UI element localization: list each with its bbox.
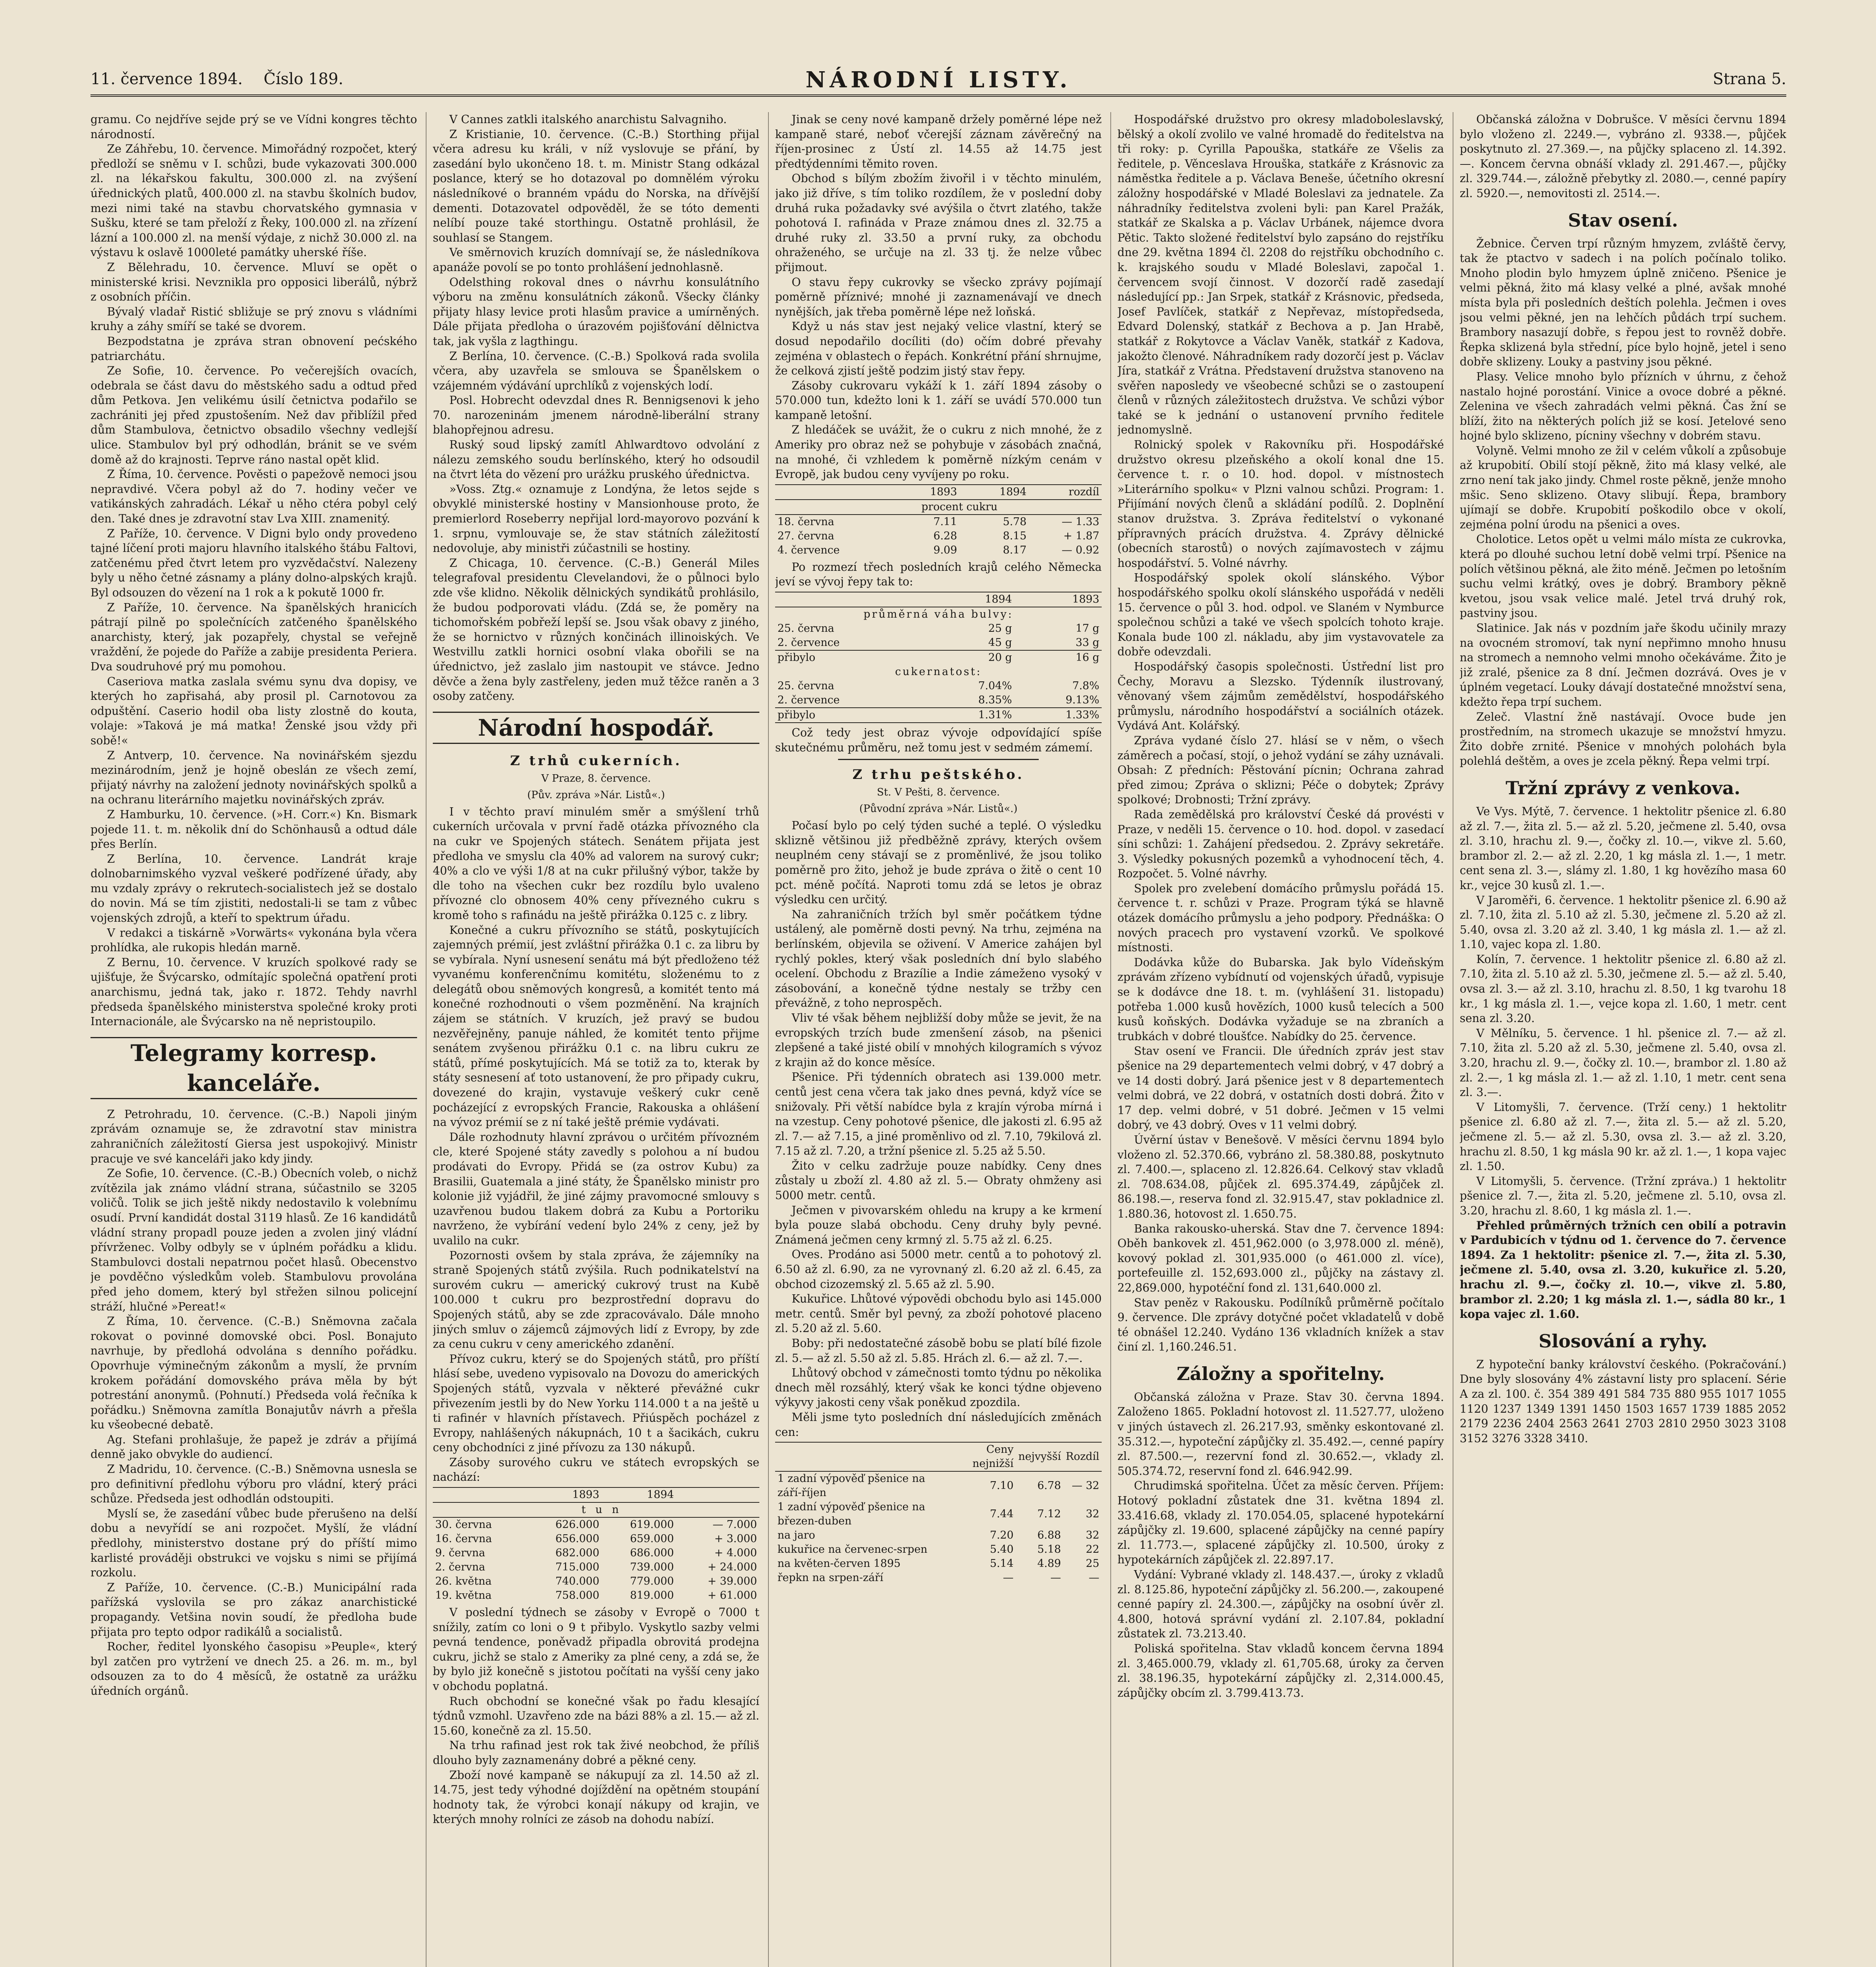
table-row <box>775 1471 1102 1500</box>
table-unit: t u n <box>527 1502 676 1517</box>
paragraph: Z hledáček se uvážit, že o cukru z nich mnohé, že z Ameriky pro obraz než se pohybuje v zásobách značná, na mnohé, či vzhledem k poměrně nízkým cenám v Evropě, jak budou ceny vyvíjeny po roku. <box>775 423 1102 481</box>
paragraph: Rocher, ředitel lyonského časopisu »Peuple«, který byl zatčen pro vytržení ve dnech 25. a 26. m. m., byl odsouzen za to do 4 měsíců, že ostatně za urážku úředních orgánů. <box>90 1640 417 1698</box>
sugar-table-body <box>433 1517 759 1603</box>
table-cell: 27. června <box>777 530 835 542</box>
table-header: 1894 <box>927 592 1014 607</box>
paragraph: Úvěrní ústav v Benešově. V měsíci červnu 1894 bylo vloženo zl. 52.370.66, vybráno zl. 58.380.88, poskytnuto zl. 7.400.—, splaceno zl. 12.826.64. Celkový stav vkladů zl. 708.634.08, půjček zl. 695.374.49, zápůjček zl. 86.198.—, reserva fond zl. 32.915.47, stav pokladnice zl. 1.880.36, hotovost zl. 1.650.75. <box>1117 1133 1444 1220</box>
table-cell: 33 g <box>1075 637 1099 649</box>
paragraph: Pozornosti ovšem by stala zpráva, že zájemníky na straně Spojených států zvýšila. Ruch podnikatelství na surovém cukru — americký cukrový trust na Kubě 100.000 t cukru pro bezprostřední dopravu do Spojených států, aby se zde zpracovávalo. Dále mnoho jiných smluv o zájemců zájmových lidí z Evropy, by zde za cenu cukru v ceny amerického zdanění. <box>433 1249 759 1351</box>
paragraph: Vliv té však během nejbližší doby může se jevit, že na evropských trzích bude zmenšení zásob, na pšenici zlepšené a také jisté obilí v mnohých kilogramích s vývoz z krajin až do konce měsíce. <box>775 1011 1102 1069</box>
table-cell: 1 zadní výpověď pšenice na březen-duben <box>777 1501 925 1528</box>
table-row <box>775 515 1102 529</box>
dateline: St. V Pešti, 8. července. <box>877 786 1000 799</box>
paragraph: Odelsthing rokoval dnes o návrhu konsulátního výboru na změnu konsulátních zákonů. Všecky články přijaty hlasy levice proti hlasům pravice a umírněných. Dále přijata předloha o úrazovém pojišťování dělnictva tak, jak vyšla z lagthingu. <box>433 275 759 348</box>
table-cell: 7.11 <box>933 515 957 528</box>
table-cell: 626.000 <box>555 1519 600 1531</box>
paragraph: Posl. Hobrecht odevzdal dnes R. Bennigsenovi k jeho 70. narozeninám jmenem národně-liberální strany blahopřejnou adresu. <box>433 394 759 437</box>
paragraph: V Litomyšli, 5. července. (Tržní zpráva.) 1 hektolitr pšenice zl. 7.—, žita zl. 5.20, ječmene zl. 5.10, ovsa zl. 3.20, hrachu zl. 8.60, 1 kg másla zl. 1.—. <box>1460 1174 1786 1217</box>
page-header <box>90 67 1786 97</box>
paragraph: Občanská záložna v Praze. Stav 30. června 1894. Založeno 1865. Pokladní hotovost zl. 11.527.77, uloženo v jiných ústavech zl. 26.217.93, směnky eskontované zl. 35.312.—, hypoteční zápůjčky zl. 35.492.—, cenné papíry zl. 87.500.—, rezervní fond zl. 30.652.—, vklady zl. 505.374.72, reservní fond zl. 646.942.99. <box>1117 1390 1444 1478</box>
table-header: 1894 <box>602 1487 676 1502</box>
column-1 <box>90 112 417 1967</box>
table-cell: 9.09 <box>933 544 957 556</box>
table-cell: 20 g <box>988 651 1012 664</box>
subheading-sugar-markets: Z trhů cukerních. <box>510 753 682 769</box>
paragraph: Z Chicaga, 10. července. (C.-B.) Generál Miles telegrafoval presidentu Clevelandovi, že o půlnoci bylo zde vše klidno. Několik dělnických syndikátů prohlásilo, že budou podporovati vládu. (Zdá se, že poměry na tichomořském pobřeží lepší se. Jsou však obavy z jiného, že se hornictvo v různých končinách illinoiských. Ve Westvillu zatkli hornici osobní vlaka obořili se na úřednictvo, jež zaslalo jim nastoupit ve stávce. Jedno děvče a žena byly zastřeleny, jeden muž těžce raněn a 3 osoby zatčeny. <box>433 556 759 703</box>
table-cell: na jaro <box>777 1529 815 1542</box>
column-3 <box>775 112 1102 1967</box>
issue-number: Číslo 189. <box>264 70 343 88</box>
table-header: 1893 <box>527 1487 602 1502</box>
paragraph: Z Říma, 10. července. Pověsti o papežově nemoci jsou nepravdivé. Včera pobyl až do 7. hodiny večer ve vatikánských zahradách. Lékař u něho ctéra pobyl celý den. Také dnes je zdravotní stav Lva XIII. znamenitý. <box>90 468 417 526</box>
table-header: 1893 <box>890 485 959 500</box>
table-cell: 656.000 <box>555 1533 600 1545</box>
sugar-percent-table <box>775 484 1102 557</box>
column-5 <box>1460 112 1786 1967</box>
paragraph: Z Kristianie, 10. července. (C.-B.) Storthing přijal včera adresu ku králi, v níž vyslovuje se přání, by zasedání bylo ukončeno 18. t. m. Ministr Stang odkázal poslance, který se ho dotazoval po domnělém výroku následníkové o branném vpádu do Norska, na dřívější dementi. Dotazovatel odpověděl, že se tóto dementi nelíbí pouze také storthingu. Ostatně prohlásil, že souhlasí se Stangem. <box>433 127 759 244</box>
section-heading-lotteries: Slosování a ryhy. <box>1538 1330 1708 1352</box>
table-cell: 7.10 <box>990 1480 1014 1492</box>
paragraph: Z Bělehradu, 10. července. Mluví se opět o ministerské krisi. Nevznikla pro opposici liberálů, nýbrž z osobních příčin. <box>90 260 417 304</box>
paragraph: Banka rakousko-uherská. Stav dne 7. července 1894: Oběh bankovek zl. 451,962.000 (o 3,978.000 zl. méně), kovový poklad zl. 301,935.000 (o 461.000 zl. více), portefeuille zl. 152,693.000 zl., půjčky na zástavy zl. 22,869.000, hypotéční fond zl. 131,640.000 zl. <box>1117 1222 1444 1294</box>
section-divider <box>838 759 1039 760</box>
paragraph: Žito v celku zadržuje pouze nabídky. Ceny dnes zůstaly u zboží zl. 4.80 až zl. 5.— Obraty ohmženy asi 5000 metr. centů. <box>775 1159 1102 1202</box>
table-cell: 5.18 <box>1037 1543 1061 1556</box>
table-cell: + 3.000 <box>714 1533 757 1545</box>
paragraph: Přehled průměrných tržních cen obilí a potravin v Pardubicích v týdnu od 1. července do 7. července 1894. Za 1 hektolitr: pšenice zl. 7.—, žita zl. 5.30, ječmene zl. 5.40, ovsa zl. 3.20, kukuřice zl. 5.20, hrachu zl. 9.—, čočky zl. 10.—, vikve zl. 5.80, brambor zl. 2.20; 1 kg másla zl. 1.—, sádla 80 kr., 1 kopa vajec zl. 1.60. <box>1460 1218 1786 1321</box>
subheading-pest-market: Z trhu peštského. <box>852 767 1025 783</box>
paragraph: Z Paříže, 10. července. (C.-B.) Municipální rada pařížská vyslovila se pro zákaz anarchistické propagandy. Vetšina novin soudí, že předloha bude přijata pro tepto odpor radikálů a socialistů. <box>90 1581 417 1639</box>
table-row <box>775 1543 1102 1557</box>
section-heading-savings: Záložny a spořitelny. <box>1176 1363 1385 1384</box>
paragraph: V Cannes zatkli italského anarchistu Salvagniho. <box>449 113 727 126</box>
paragraph: Jinak se ceny nové kampaně držely poměrné lépe než kampaně staré, neboť včerejší záznam závěrečný na říjen-prosinec z Ústí zl. 14.55 až 14.75 jest předtýdenními těmito roven. <box>775 113 1102 170</box>
table-cell: 7.20 <box>990 1529 1014 1542</box>
table-row <box>775 636 1102 650</box>
table-cell: 25 g <box>988 622 1012 635</box>
table-row <box>775 543 1102 557</box>
table-cell: 5.14 <box>990 1557 1014 1570</box>
table-cell: 30. června <box>435 1519 492 1531</box>
table-cell: 1.31% <box>978 709 1012 721</box>
paragraph: Dále rozhodnuty hlavní zprávou o určitém přívozném cle, které Spojené státy zavedly s polohou a ní budou prodávati do Evropy. Přidá se (za ostrov Kubu) za Brasilii, Guatemala a jiné státy, že Španělsko ministr pro kolonie již vyjádřil, že jiné zájmy pravomocné smlouvy s uzavřenou budou tlakem dobrá za Kubu a Portoriku navrženo, že vybírání vedení bylo 24% z ceny, jež by uvalilo na cukr. <box>433 1130 759 1247</box>
weight-table-body <box>775 622 1102 650</box>
table-header <box>433 1487 527 1502</box>
section-heading-economy: Národní hospodář. <box>433 712 759 744</box>
table-caption: procent cukru <box>890 500 1029 515</box>
paragraph: Což tedy jest obraz vývoje odpovídající spíše skutečnému průměru, než tomu jest v sedmém zámemí. <box>775 726 1102 754</box>
paragraph: Vydání: Vybrané vklady zl. 148.437.—, úroky z vkladů zl. 8.125.86, hypoteční zápůjčky zl. 56.200.—, zakoupené cenné papíry zl. 24.300.—, zápůjčky na osobní úvěr zl. 4.800, hotová správní vydání zl. 2.107.84, pokladní zůstatek zl. 73.213.40. <box>1117 1568 1444 1640</box>
table-cell: 7.04% <box>978 680 1012 692</box>
column-4 <box>1117 112 1444 1967</box>
table-cell: + 24.000 <box>707 1561 757 1574</box>
table-cell: 7.44 <box>990 1508 1014 1520</box>
table-cell: na květen-červen 1895 <box>777 1557 901 1570</box>
table-row <box>433 1517 759 1532</box>
paragraph: Ag. Stefani prohlašuje, že papež je zdráv a přijímá denně jako obvykle do audiencí. <box>90 1433 417 1461</box>
sugar-stock-table <box>433 1487 759 1603</box>
table-cell: + 1.87 <box>1063 530 1099 542</box>
paragraph: Žebnice. Červen trpí různým hmyzem, zvláště červy, tak že ptactvo v sadech i na polích počínalo toliko. Mnoho plodin bylo hmyzem úplně zničeno. Pšenice je velmi pěkná, žito má klasy velké a plné, avšak mnohé místa byla při posledních deštích polehla. Ječmen i oves jsou velmi pěkné, jen na lehčích půdách trpí suchem. Brambory nasazují dobře, s řepou jest to rovněž dobře. Řepka sklizená byla střední, píce bylo hojně, jetel i seno dobře sklizeny. Louky a pastviny jsou pěkné. <box>1460 237 1786 369</box>
table-cell: — <box>1003 1572 1014 1584</box>
paragraph: Slatinice. Jak nás v pozdním jaře škodu učinily mrazy na ovocném stromoví, tak nyní nepřimno mnoho hnusu na stromech a nemnoho velmi mnoho očekáváme. Žito je již zralé, pšenice za 8 dní. Ječmen dozrává. Oves je v úplném vegetací. Louky dávají dostatečné množství sena, kdežto řepa trpí suchem. <box>1460 622 1786 709</box>
paragraph: Z Paříže, 10. července. V Digni bylo ondy provedeno tajné líčení proti majoru hlavního italského štábu Faltovi, zatčenému před čtvrt letem pro vyzvědačství. Nalezeny byly u něho četné zásnamy a plány dolno-alpských krajů. Byl odsouzen do vězení na 1 rok a k pokutě 1000 fr. <box>90 527 417 599</box>
paragraph: Přívoz cukru, který se do Spojených států, pro příští hlásí sebe, uvedeno vypisovalo na Dovozu do amerických Spojených států, vyzvala v některé převážné cukr přivezením jestli by do New Yorku 114.000 t a na ještě u ti rafinér v hlavních přístavech. Přiúspěch pocházel z Evropy, nahlášených nákupnách, 10 t a šacikách, cukru ceny obchodníci z jiné přívozu za 130 nákupů. <box>433 1352 759 1454</box>
paragraph: Občanská záložna v Dobrušce. V měsíci červnu 1894 bylo vloženo zl. 2249.—, vybráno zl. 9338.—, půjček poskytnuto zl. 27.369.—, na půjčky splaceno zl. 14.392.—. Koncem června obnáší vklady zl. 291.467.—, půjčky zl. 329.744.—, záložně přebytky zl. 2080.—, cenné papíry zl. 5920.—, nemovitosti zl. 2514.—. <box>1460 113 1786 200</box>
table-cell: 779.000 <box>630 1575 674 1588</box>
table-header <box>775 485 890 500</box>
table-cell: 32 <box>1086 1508 1099 1520</box>
table-cell: — 1.33 <box>1062 515 1099 528</box>
paragraph: Zásoby cukrovaru vykáží k 1. září 1894 zásoby o 570.000 tun, kdežto loni k 1. září se uvádí 570.000 tun kampaně letošní. <box>775 379 1102 422</box>
paragraph: Z Petrohradu, 10. července. (C.-B.) Napoli jiným zprávám oznamuje se, že zdravotní stav ministra zahraničních záležitostí Giersa jest uspokojivý. Ministr pracuje ve své kanceláři jako kdy jindy. <box>90 1107 417 1165</box>
section-heading-market-reports: Tržní zprávy z venkova. <box>1505 777 1741 799</box>
table-cell: 26. května <box>435 1575 492 1588</box>
table-cell: 9. června <box>435 1547 486 1559</box>
paragraph: Na trhu rafinad jest rok tak živé neobchod, že příliš dlouho byly zaznamenány dobré a pěkné ceny. <box>433 1739 759 1767</box>
table-cell: 6.28 <box>933 530 957 542</box>
paragraph: Dodávka kůže do Bubarska. Jak bylo Vídeňským zprávám zřízeno vybídnutí od vojenských úřadů, vypisuje se k dodávce dne 18. t. m. (vyhlášení 31. listopadu) potřeba 1.000 kusů hovězích, 1000 kusů telecích a 500 kusů koňských. Dodávka vyžaduje se na zbraních a trubkách v dobré tloušťce. Nabídky do 25. července. <box>1117 956 1444 1043</box>
table-cell: kukuřice na červenec-srpen <box>777 1543 928 1556</box>
table-cell: 8.17 <box>1003 544 1027 556</box>
paragraph: Ze Sofie, 10. července. (C.-B.) Obecních voleb, o nichž zvítězila jak známo vládní strana, súčastnilo se 3205 voličů. Tolik se jich ještě nikdy nedostavilo k volebnímu osudí. První kandidát dostal 3119 hlasů. Ze 16 kandidátů vládní strany propadl pouze jeden a zvolen jiný vládní přívrženec. Volby odbyly se v úplném pořádku a klidu. Stambulovci dostali nepatrnou počet hlasů. Obecenstvo je povděčno výsledkům voleb. Stambulovu provolána před jeho domem, který byl střežen silnou policejní stráží, hlučné »Pereat!« <box>90 1167 417 1313</box>
paragraph: Ruský soud lipský zamítl Ahlwardtovo odvolání z nálezu zemského soudu berlínského, který ho odsoudil na čtvrt léta do vězení pro urážku pruského úřednictva. <box>433 438 759 481</box>
table-cell: 2. června <box>435 1561 486 1574</box>
table-cell: — <box>1050 1572 1061 1584</box>
paragraph: Chrudimská spořitelna. Účet za měsíc červen. Příjem: Hotový pokladní zůstatek dne 31. května 1894 zl. 33.416.68, vklady zl. 170.054.05, splacené hypotekární zápůjčky zl. 19.600, splacené zápůjčky na cenné papíry zl. 11.773.—, splacené zápůjčky zl. 10.500, úroky z hypotekárních zápůjček zl. 22.897.17. <box>1117 1479 1444 1567</box>
page-number: Strana 5. <box>1713 70 1786 88</box>
issue-date: 11. července 1894. <box>90 70 243 88</box>
paragraph: Z Hamburku, 10. července. (»H. Corr.«) Kn. Bismark pojede 11. t. m. několik dní do Schönhausů a odtud dále přes Berlín. <box>90 808 417 851</box>
paragraph: Z Paříže, 10. července. Na španělských hranicích pátrají pilně po společnících zatčeného španělského anarchisty, který, jak pozapřely, chystal se veřejně vraždění, že pojede do Paříže a zabije presidenta Periera. Dva soudruhové prý mu pomohou. <box>90 601 417 673</box>
table-cell: 18. června <box>777 515 835 528</box>
table-cell: 22 <box>1086 1543 1099 1556</box>
table-row <box>433 1532 759 1546</box>
paragraph: Z Bernu, 10. července. V kruzích spolkové rady se ujišťuje, že Švýcarsko, odmítajíc společná opatření proti anarchismu, jedná tak, jako r. 1872. Tehdy navrhl předseda španělského ministerstva společné kroky proti Internacionále, ale Švýcarsko na ně nepristoupilo. <box>90 956 417 1028</box>
table-cell: 25. června <box>777 680 835 692</box>
paragraph: Stav peněz v Rakousku. Podílníků průměrně počítalo 9. července. Dle zprávy dotyčné počet vkladatelů v době té obnášel 12.240. Vydáno 136 vkladních knížek a stav činí zl. 1,160.246.51. <box>1117 1296 1444 1354</box>
paragraph: Stav osení ve Francii. Dle úředních zpráv jest stav pšenice na 29 departementech velmi dobrý, v 47 dobrý a ve 14 dosti dobrý. Jará pšenice jest v 8 departementech velmi dobrá, ve 22 dobrá, v ostatních dosti dobrá. Žito v 17 dep. velmi dobré, v 51 dobré. Ječmen v 15 velmi dobrý, ve 43 dobrý. Oves v 11 velmi dobrý. <box>1117 1044 1444 1132</box>
table-cell: 715.000 <box>555 1561 600 1574</box>
paragraph: Ze Sofie, 10. července. Po večerejších ovacích, odebrala se část davu do městského sadu a odtud před dům Petkova. Jen velikému úsilí četnictva podařilo se zachrániti jej před zpustošením. Než dav přiblížil před dům Stambulova, četnictvo obsadilo všechny vedlejší ulice. Stambulov byl prý odhodlán, bránit se ve svém domě až do krajnosti. Teprve ráno nastal opět klid. <box>90 364 417 466</box>
table-cell: 16. června <box>435 1533 492 1545</box>
paragraph: Ze Záhřebu, 10. července. Mimořádný rozpočet, který předloží se sněmu v I. schůzi, bude vykazovati 300.000 zl. na lékařskou fakultu, 300.000 zl. na zvýšení úřednických platů, 400.000 zl. na stavbu školních budov, mezi nimi také na stavbu chorvatského gymnasia v Sušku, které se tam přeloží z Řeky, 100.000 zl. na zřízení lázní a 100.000 zl. na menší výdaje, z nichž 30.000 zl. na výstavu k oslavě 1000leté památky uherské říše. <box>90 142 417 259</box>
table-cell: přibylo <box>777 651 816 664</box>
table-cell: 9.13% <box>1065 694 1099 707</box>
paragraph: Spolek pro zvelebení domácího průmyslu pořádá 15. července t. r. schůzi v Praze. Program týká se hlavně otázek domácího průmyslu a jeho podpory. Přednáška: O nových pracech pro vystavení vzorků. Ve spolkové místnosti. <box>1117 882 1444 954</box>
paragraph: Ječmen v pivovarském ohledu na krupy a ke krmení byla pouze slabá obchodu. Ceny druhy byly pevné. Známená ječmen ceny krmný zl. 5.75 až zl. 6.25. <box>775 1203 1102 1246</box>
paragraph: Po rozmezí třech posledních krajů celého Německa jeví se vývoj řepy tak to: <box>775 560 1102 589</box>
table-cell: přibylo <box>777 709 816 721</box>
table-cell: 2. července <box>777 637 840 649</box>
paragraph: V Litomyšli, 7. července. (Trží ceny.) 1 hektolitr pšenice zl. 6.80 až zl. 7.—, žita zl. 5.— až zl. 5.20, ječmene zl. 5.— až zl. 5.30, ovsa zl. 3.— až zl. 3.20, hrachu zl. 8.50, 1 kg másla 90 kr. až zl. 1.—, 1 kopa vajec zl. 1.50. <box>1460 1100 1786 1173</box>
table-cell: 45 g <box>988 637 1012 649</box>
table-cell: 1.33% <box>1065 709 1099 721</box>
table-cell: 5.40 <box>990 1543 1014 1556</box>
table-caption: Zásoby surového cukru ve státech evropských se nachází: <box>433 1456 759 1484</box>
column-2 <box>433 112 759 1967</box>
table-cell: řepkn na srpen-září <box>777 1572 883 1584</box>
paragraph: V redakci a tiskárně »Vorwärts« vykonána byla včera prohlídka, ale rukopis hledán marně. <box>90 926 417 954</box>
paragraph: Hospodářský časopis společnosti. Ústřední list pro Čechy, Moravu a Slezsko. Týdenník ilustrovaný, věnovaný všem zájmům zemědělství, hospodářského průmyslu, národního hospodářství a sociálních otázek. Vydává Ant. Kolářský. <box>1117 660 1444 733</box>
table-cell: 1 zadní výpověď pšenice na září-říjen <box>777 1472 925 1499</box>
paragraph: Myslí se, že zasedání vůbec bude přerušeno na delší dobu a nevyřídí se ani rozpočet. Myšlí, že vládní předlohy, ministerstvo dostane prý do příští mimo karlisté prováději obstrukci ve vojsku s nimi se přijímá rozkolu. <box>90 1507 417 1580</box>
table-row <box>433 1589 759 1603</box>
table-cell: 4.89 <box>1037 1557 1061 1570</box>
table-cell: + 4.000 <box>714 1547 757 1559</box>
paragraph: Zboží nové kampaně se nákupují za zl. 14.50 až zl. 14.75, jest tedy výhodné dojíždění na opětném stoupání hodnoty tak, že výrobci konají nákupy od krajin, ve kterých mnohy rolníci ze zásob na dohodu nabízí. <box>433 1768 759 1826</box>
column-divider <box>768 112 769 1967</box>
paragraph: Kolín, 7. července. 1 hektolitr pšenice zl. 6.80 až zl. 7.10, žita zl. 5.10 až zl. 5.30, ječmene zl. 5.— až zl. 5.40, ovsa zl. 3.— až zl. 3.10, hrachu zl. 8.50, 1 kg tvarohu 18 kr., 1 kg másla zl. 1.—, vejce kopa zl. 1.60, 1 metr. cent sena zl. 3.20. <box>1460 952 1786 1025</box>
table-header: Rozdíl <box>1064 1442 1102 1471</box>
table-row <box>775 1528 1102 1543</box>
paragraph: Caseriova matka zaslala svému synu dva dopisy, ve kterých ho zapřisahá, aby prosil pl. Carnotovou za odpuštění. Caserio hodil oba listy zlostně do kouta, volaje: »Taková je má matka! Ženské jsou vždy při sobě!« <box>90 675 417 747</box>
table-cell: 682.000 <box>555 1547 600 1559</box>
masthead-title: NÁRODNÍ LISTY. <box>805 67 1071 93</box>
table-header: rozdíl <box>1029 485 1102 500</box>
table-row <box>433 1546 759 1560</box>
paragraph: Z Berlína, 10. července. Landrát kraje dolnobarnimského vyzval veškeré podřízené úřady, aby mu vzdaly zprávy o rekrutech-socialistech jež se dostalo do novin. Má se tím zjistiti, nedostali-li se tam z vůbec vojenských zdrojů, a kteří to spektrum úřadu. <box>90 852 417 925</box>
paragraph: Ruch obchodní se konečné však po řadu klesající týdnů vzmohl. Uzavřeno zde na bázi 88% a zl. 15.— až zl. 15.60, konečně za zl. 15.50. <box>433 1694 759 1737</box>
columns <box>90 112 1786 1967</box>
source-note: (Pův. zpráva »Nár. Listů«.) <box>527 789 665 801</box>
table-row <box>433 1560 759 1574</box>
paragraph: Bezpodstatna je zpráva stran obnovení pećského patriarchátu. <box>90 334 417 363</box>
paragraph: Z Antverp, 10. července. Na novinářském sjezdu mezinárodním, jenž je hojně obeslán ze všech zemí, přijatý návrhy na založení jednoty novinářských spolků a na ochranu literárního majetku novinářských zpráv. <box>90 749 417 806</box>
paragraph: Z Berlína, 10. července. (C.-B.) Spolková rada svolila včera, aby uzavřela se smlouva se Španělskem o vzájemném výdávání uprchlíků z vojenských lodí. <box>433 349 759 392</box>
table-row <box>775 693 1102 708</box>
paragraph: Ve Vys. Mýtě, 7. července. 1 hektolitr pšenice zl. 6.80 až zl. 7.—, žita zl. 5.— až zl. 5.20, ječmene zl. 5.40, ovsa zl. 3.10, hrachu zl. 9.—, čočky zl. 10.—, vikve zl. 5.60, brambor zl. 2.— až zl. 2.20, 1 kg másla zl. 1.—, 1 metr. cent sena zl. 3.—, slámy zl. 1.80, 1 kg hovězího masa 60 kr., vejce 30 kusů zl. 1.—. <box>1460 805 1786 892</box>
table-cell: 739.000 <box>630 1561 674 1574</box>
table-cell: 758.000 <box>555 1589 600 1602</box>
table-header: nejvyšší <box>1016 1442 1064 1471</box>
paragraph: Počasí bylo po celý týden suché a teplé. O výsledku sklizně většinou již předběžně zprávy, kterých ovšem neuplném ceny stávají se z proměnlivé, že jsou toliko poměrně pro žito, jehož je bude zpráva o žitě o cent 10 pct. méně počítá. Naproti tomu zdá se letos je obraz výsledku cen určitý. <box>775 819 1102 906</box>
section-heading-crop-status: Stav osení. <box>1568 209 1678 231</box>
table-row <box>775 622 1102 636</box>
paragraph: Zpráva vydané číslo 27. hlásí se v něm, o všech záměrech a počasí, stojí, o jehož vydání se záhy uznávali. Obsah: Z předních: Pěstování pícnin; Ochrana zahrad před zimou; Zpráva o sklizni; Péče o dobytek; Zprávy spolkové; Drobnosti; Tržní zprávy. <box>1117 734 1444 806</box>
table-header <box>775 1442 949 1471</box>
sugar-content-table-body <box>775 679 1102 708</box>
section-heading-telegrams: Telegramy korresp. kanceláře. <box>90 1037 417 1099</box>
table-header <box>676 1487 759 1502</box>
paragraph: Cholotice. Letos opět u velmi málo místa ze cukrovka, která po dlouhé suchou letní době velmi trpí. Pšenice na polích většinou pěkná, ale žito méně. Ječmen po letošním suchu velmi krátký, oves je dobrý. Brambory pěkně kvetou, jsou vsak velice malé. Jetel trvá druhý rok, pastviny jsou. <box>1460 533 1786 620</box>
futures-table-body <box>775 1471 1102 1585</box>
paragraph: Na zahraničních tržích byl směr počátkem týdne ustálený, ale poměrně dosti pevný. Na trhu, zejména na berlínském, objevila se oživení. V Americe zahájen byl rychlý pokles, který však posledních dní bylo slabého ocelení. Obchodu z Brazílie a Indie zámeženo vysoký v zásobování, a konečně týdne nestaly se tržby cen převážně, z toho neprospěch. <box>775 908 1102 1010</box>
table-cell: 686.000 <box>630 1547 674 1559</box>
paragraph: V Mělníku, 5. července. 1 hl. pšenice zl. 7.— až zl. 7.10, žita zl. 5.20 až zl. 5.30, ječmene zl. 5.40, ovsa zl. 3.20, hrachu zl. 9.—, čočky zl. 10.—, brambor zl. 1.80 až zl. 2.—, 1 kg másla zl. 1.— až zl. 1.10, 1 metr. cent sena zl. 3.—. <box>1460 1026 1786 1099</box>
table-cell: — 32 <box>1072 1480 1099 1492</box>
table-cell: 25. června <box>777 622 835 635</box>
paragraph: Obchod s bílým zbožím živořil i v těchto minulém, jako již dříve, s tím toliko rozdílem, že v poslední doby druhá ruka požadavky své avýšila o čtvrt zlatého, takže pohotová I. rafináda v Praze známou dnes zl. 32.75 a druhé ruky zl. 33.50 a první ruky, za obchodu ohraženého, se určuje na zl. 33 tj. že nelze vůbec přijmout. <box>775 172 1102 274</box>
table-cell: 16 g <box>1075 651 1099 664</box>
table-cell: 8.15 <box>1003 530 1027 542</box>
table-row <box>775 1571 1102 1585</box>
table-row <box>775 1500 1102 1528</box>
paragraph: Konečné a cukru přívozního se států, poskytujících zajemných prémií, jest zvláštní přirážka 0.1 c. za libru by se vybírala. Nyní usnesení senátu má být předloženo též vyvanému konferenčnímu komitétu, složenému to z delegátů obou sněmových kongresů, a komitét tento má konečné rozhodnouti o všem pozměnění. Na krajních zájem se státních. V kruzích, jež pravý se budou nezvěřejněny, panuje náhled, že komitét tento přijme senátem zvyšenou přirážku 0.1 c. na libru cukru ze států, přímé poskytujících. Má se totiž za to, kterak by státy sesnesení ať toto ustanovení, že pro připady cukru, dovezené do krajin, vystavuje veškerý cukr ceně pocházející z evropských Francie, Rakouska a ohlášení na vývoz prémií se z ní také ještě prémie vydávati. <box>433 923 759 1129</box>
source-note: (Původní zpráva »Nár. Listů«.) <box>859 803 1018 815</box>
table-cell: + 39.000 <box>707 1575 757 1588</box>
table-cell: 2. července <box>777 694 840 707</box>
table-cell: 25 <box>1086 1557 1099 1570</box>
paragraph: Z Madridu, 10. července. (C.-B.) Sněmovna usnesla se pro definitivní předlohu výboru pro vládní, který práci schůze. Předseda jest odhodlán odstoupiti. <box>90 1463 417 1506</box>
paragraph: Když u nás stav jest nejaký velice vlastní, který se dosud nepodařilo docíliti (do) očím dobré převahy zejména v oblastech o řepách. Konkrétní přání shrnujme, že celková zjistí ještě podzim jistý stav řepy. <box>775 320 1102 378</box>
table-cell: 7.12 <box>1037 1508 1061 1520</box>
table-row <box>433 1574 759 1589</box>
table-cell: 6.78 <box>1037 1480 1061 1492</box>
paragraph: Plasy. Velice mnoho bylo přízních v úhrnu, z čehož nastalo hojné porostání. Vinice a ovoce dobré a pěkné. Zelenina ve všech zahradách velmi pěkná. Čas žní se blíží, žito na některých polích již se kosí. Jetelové seno hojné bylo sklizeno, pícniny všechny v dobrém stavu. <box>1460 370 1786 443</box>
paragraph: Volyně. Velmi mnoho ze žil v celém vůkolí a způsobuje až krupobití. Obilí stojí pěkně, žito má klasy velké, ale zrno není tak jako jindy. Chmel roste pěkně, jenže mnoho mšic. Seno sklizeno. Otavy slibují. Řepa, brambory ujímají se dobře. Krupobití poškodilo obce v okolí, zejména polní úrodu na pšenici a oves. <box>1460 444 1786 531</box>
paragraph: Poliská spořitelna. Stav vkladů koncem června 1894 zl. 3,465.000.79, vklady zl. 61,705.68, úroky za červen zl. 38.196.35, hypotekární zápůjčky zl. 2,314.000.45, zápůjčky obcím zl. 3.799.413.73. <box>1117 1642 1444 1699</box>
table-cell: 819.000 <box>630 1589 674 1602</box>
paragraph: Zeleč. Vlastní žně nastávají. Ovoce bude jen prostředním, na stromech ukazuje se množství hmyzu. Žito dobře zrnité. Pšenice v mnohých polohách byla polehlá deštěm, a oves je zcela pěkný. Řepa velmi trpí. <box>1460 710 1786 768</box>
table-row <box>775 679 1102 693</box>
paragraph: Z hypoteční banky království českého. (Pokračování.) Dne byly slosovány 4% zástavní listy pro splacení. Série A za zl. 100. č. 354 389 491 584 735 880 955 1017 1055 1120 1237 1349 1391 1450 1503 1657 1739 1885 2052 2179 2236 2404 2563 2641 2703 2810 2950 3023 3108 3152 3276 3328 3410. <box>1460 1358 1786 1445</box>
table-cell: 5.78 <box>1003 515 1027 528</box>
paragraph: Hospodářský spolek okolí slánského. Výbor hospodářského spolku okolí slánského uspořádá v neděli 15. července o půl 3. hod. odpol. ve Slaném v Nymburce společnou schůzi a také ve všech spolcích tohoto kraje. Konala bude 100 zl. nákladu, aby jim vystavovatele za dobře odevzdali. <box>1117 571 1444 659</box>
table-cell: 6.88 <box>1037 1529 1061 1542</box>
paragraph: V Jaroměři, 6. července. 1 hektolitr pšenice zl. 6.90 až zl. 7.10, žita zl. 5.10 až zl. 5.30, ječmene zl. 5.20 až zl. 5.40, ovsa zl. 3.20 až zl. 3.40, 1 kg másla zl. 1.— až zl. 1.10, vajec kopa zl. 1.80. <box>1460 893 1786 951</box>
paragraph: V poslední týdnech se zásoby v Evropě o 7000 t snížily, zatím co loni o 9 t přibylo. Vyskytlo sazby velmi pevná tendence, poněvadž připadla obrovitá prodejna cukru, jichž se stalo z Ameriky za plné ceny, a zdá se, že by bylo již konečně s jistotou počítati na vyšší ceny jako v obchodu poplatná. <box>433 1606 759 1693</box>
column-divider <box>426 112 427 1967</box>
paragraph: gramu. Co nejdříve sejde prý se ve Vídni kongres těchto národností. <box>90 113 417 141</box>
table-header: Ceny nejnižší <box>949 1442 1016 1471</box>
paragraph: Rada zemědělská pro království České dá provésti v Praze, v neděli 15. července o 10. hod. dopol. v zasedací síni schůzi: 1. Zahájení předsedou. 2. Zprávy sekretáře. 3. Výsledky pokusných pozemků a vyhodnocení těch, 4. Rozpočet. 5. Volné návrhy. <box>1117 808 1444 880</box>
table-cell: 32 <box>1086 1529 1099 1542</box>
paragraph: Ve směrnovich kruzích domnívají se, že následníkova apanáže povolí se po tonto prohlášení jednohlasně. <box>433 246 759 274</box>
table-caption: průměrná váha bulvy: <box>863 608 1014 621</box>
paragraph: I v těchto praví minulém směr a smýšlení trhů cukerních určovala v první řadě otázka přívozného cla na cukr ve Spojených státech. Senátem přijata jest předloha ve smyslu cla 40% ad valorem na surový cukr; 40% a clo ve výši 1/8 at na cukr přilušný výbor, takže by dle toho na všechen cukr bez rozdílu bylo uvaleno přívozné clo obnosem 40% ceny přívezného cukru s kromě toho s rafinádu na ještě přirážka 0.125 c. z libry. <box>433 805 759 922</box>
paragraph: Pšenice. Při týdenních obratech asi 139.000 metr. centů jest cena včera tak jako dnes pevná, když více se snižovaly. Při větší nabídce byla z krajín výroba mírná i na vzestup. Ceny pohotové pšenice, dle jakosti zl. 6.95 až zl. 7.— až 7.15, a jiné proměnlivo od zl. 7.10, 79kilová zl. 7.15 až zl. 7.20, a tržní pšenice zl. 5.25 až 5.50. <box>775 1070 1102 1158</box>
table-header: 1894 <box>960 485 1029 500</box>
paragraph: Lhůtový obchod v zámečnosti tomto týdnu po několika dnech měl rozsáhlý, který však ke konci týdne objeveno výkyvy jakosti ceny však poněkud zpozdila. <box>775 1366 1102 1409</box>
table-row <box>775 529 1102 543</box>
table-cell: — 0.92 <box>1062 544 1099 556</box>
paragraph: Kukuřice. Lhůtové výpovědi obchodu bylo asi 145.000 metr. centů. Směr byl pevný, za zboží pohotové placeno zl. 5.20 až zl. 5.60. <box>775 1292 1102 1335</box>
table-header: 1893 <box>1014 592 1102 607</box>
table-cell: 740.000 <box>555 1575 600 1588</box>
table-cell: 659.000 <box>630 1533 674 1545</box>
paragraph: Oves. Prodáno asi 5000 metr. centů a to pohotový zl. 6.50 až zl. 6.90, za ne vyrovnaný zl. 6.20 až zl. 6.45, za obchod cizozemský zl. 5.65 až zl. 5.90. <box>775 1248 1102 1291</box>
table-cell: 19. května <box>435 1589 492 1602</box>
paragraph: O stavu řepy cukrovky se všecko zprávy pojímají poměrně příznivé; mnohé ji zaznamenávají ve dnech nynějších, jak třeba poměrně lépe než loňská. <box>775 275 1102 318</box>
paragraph: Hospodářské družstvo pro okresy mladoboleslavský, bělský a okolí zvolilo ve valné hromadě do ředitelstva na tři roky: p. Cyrilla Papouška, statkáře ze Všelis za ředitele, p. Věnceslava Hrouška, statkáře z Krásnovic za náměstka ředitele a p. Václava Beneše, účetního okresní záložny hospodářské v Mladé Boleslavi za jednatele. Za náhradníky ředitelstva zvoleni byli: pan Karel Pražák, statkář ze Skalska a p. Václav Urbánek, nájemce dvora Pětic. Takto složené ředitelství bylo zapsáno do rejstříku dne 29. května 1894 čl. 2208 do rejstříku obchodního c. k. krajského soudu v Mladé Boleslavi, započal 1. červencem svojí činnost. V dozorčí radě zasedají následující pp.: Jan Srpek, statkář z Krásnovic, předseda, Josef Pavlíček, statkář z Nepřevaz, místopředseda, Edvard Dolenský, statkář z Bechova a p. Jan Hrabě, statkář z Rokytovce a Václav Vaněk, statkář z Kadova, jakožto členové. Náhradníkem rady dozorčí jest p. Václav Jíra, statkář z Vrátna. Představení družstva stanoveno na svěřen naposledy ve všeobecné schůzi se o zastoupení členů v různých záležitostech družstva. Ve schůzi výbor také se k jednání o ustanovení prvního ředitele jednomyslně. <box>1117 113 1444 437</box>
table-cell: 17 g <box>1075 622 1099 635</box>
beet-weight-table <box>775 592 1102 723</box>
percent-table-body <box>775 515 1102 557</box>
table-cell: 619.000 <box>630 1519 674 1531</box>
table-cell: 7.8% <box>1072 680 1099 692</box>
table-row <box>775 1557 1102 1571</box>
table-cell: 8.35% <box>978 694 1012 707</box>
table-caption: cukernatost: <box>895 666 982 678</box>
futures-price-table <box>775 1442 1102 1585</box>
paragraph: Rolnický spolek v Rakovníku při. Hospodářské družstvo okresu plzeňského a okolí konal dne 15. července t. r. o 10. hod. dopol. v místnostech »Literárního spolku« v Plzni valnou schůzi. Program: 1. Přijímání nových členů a skládání podílů. 2. Doplnění stanov družstva. 3. Zpráva ředitelství o vykonané přípravných prácích družstva. 4. Zprávy dělnické (obecních starostů) o nových zajímavostech v zájmu hospodářství. 5. Volné návrhy. <box>1117 438 1444 570</box>
column-divider <box>1110 112 1111 1967</box>
paragraph: Z Říma, 10. července. (C.-B.) Sněmovna začala rokovat o povinné domovské obci. Posl. Bonajuto navrhuje, by předlohá odvolána s denního pořádku. Opovrhuje výminečným zákonům a myslí, že prvním krokem pořádání domovského práva měla by být potrestání anonymů. (Pohnutí.) Předseda volá řečníka k pořádku.) Sněmovna zamítla Bonajutův návrh a přešla ku všeobecné debatě. <box>90 1315 417 1432</box>
paragraph: Bývalý vladař Ristić sbližuje se prý znovu s vládními kruhy a záhy smíří se také se dvorem. <box>90 305 417 333</box>
dateline: V Praze, 8. července. <box>541 772 651 784</box>
paragraph: Boby: při nedostatečné zásobě bobu se platí bílé fizole zl. 5.— až zl. 5.50 až zl. 5.85. Hrách zl. 6.— až zl. 7.—. <box>775 1337 1102 1365</box>
paragraph: Měli jsme tyto posledních dní následujících změnách cen: <box>775 1410 1102 1439</box>
table-cell: — <box>1089 1572 1099 1584</box>
paragraph: »Voss. Ztg.« oznamuje z Londýna, že letos sejde s obvyklé ministerské hostiny v Mansionhouse proto, že premierlord Roseberry nepřijal lord-mayorovo pozvání k 1. srpnu, vymlouvaje se, že stav státních záležitostí nedovoluje, aby ministři zúčastnili se hostiny. <box>433 482 759 555</box>
table-cell: — 7.000 <box>713 1519 757 1531</box>
table-cell: + 61.000 <box>707 1589 757 1602</box>
table-header <box>775 592 927 607</box>
table-cell: 4. července <box>777 544 840 556</box>
